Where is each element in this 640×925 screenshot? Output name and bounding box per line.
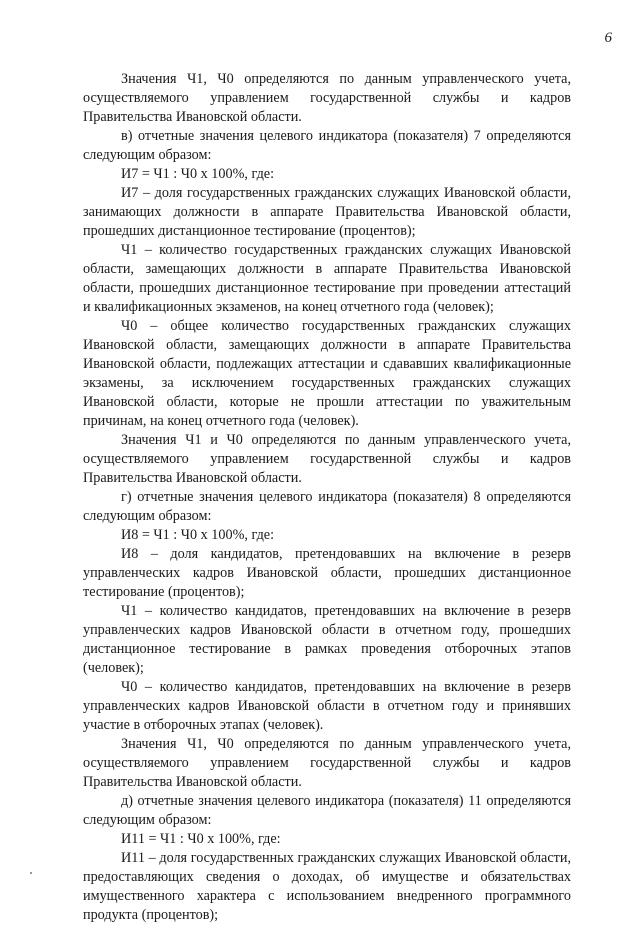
formula-line: И7 = Ч1 : Ч0 x 100%, где: — [121, 166, 275, 182]
formula-line: И8 = Ч1 : Ч0 x 100%, где: — [121, 527, 275, 543]
page-number: 6 — [604, 30, 612, 46]
paragraph: Ч1 – количество кандидатов, претендовавших на включение в резерв управленческих кадров Ивановской области в отчетном году, прошедших дистанционное тестирование в рамках проведения отборочных этапов (человек); — [83, 603, 571, 676]
paragraph: И7 – доля государственных гражданских служащих Ивановской области, занимающих должности в аппарате Правительства Ивановской области, прошедших дистанционное тестирование (процентов); — [83, 185, 571, 239]
paragraph: Значения Ч1, Ч0 определяются по данным управленческого учета, осуществляемого управлением государственной службы и кадров Правительства Ивановской области. — [83, 736, 571, 790]
formula-line: И11 = Ч1 : Ч0 x 100%, где: — [121, 831, 281, 847]
paragraph: Значения Ч1 и Ч0 определяются по данным управленческого учета, осуществляемого управлением государственной службы и кадров Правительства Ивановской области. — [83, 432, 571, 486]
paragraph: Ч0 – общее количество государственных гражданских служащих Ивановской области, замещающих должности в аппарате Правительства Ивановской области, подлежащих аттестации и сдававших квалификационные экзамены, за исключением государственных гражданских служащих Ивановской области, которые не прошли аттестации по уважительным причинам, на конец отчетного года (человек). — [83, 318, 571, 429]
paragraph: И8 – доля кандидатов, претендовавших на включение в резерв управленческих кадров Ивановской области, прошедших дистанционное тестирование (процентов); — [83, 546, 571, 600]
paragraph: Ч0 – количество кандидатов, претендовавших на включение в резерв управленческих кадров Ивановской области в отчетном году и принявших участие в отборочных этапах (человек). — [83, 679, 571, 733]
paragraph: Ч1 – количество государственных гражданских служащих Ивановской области, замещающих должности в аппарате Правительства Ивановской области, прошедших дистанционное тестирование при проведении аттестаций и квалификационных экзаменов, на конец отчетного года (человек); — [83, 242, 571, 315]
document-body — [83, 70, 571, 925]
paragraph: д) отчетные значения целевого индикатора (показателя) 11 определяются следующим образом: — [83, 793, 571, 828]
paragraph: в) отчетные значения целевого индикатора (показателя) 7 определяются следующим образом: — [83, 128, 571, 163]
paragraph: г) отчетные значения целевого индикатора (показателя) 8 определяются следующим образом: — [83, 489, 571, 524]
scan-speck — [30, 872, 32, 874]
paragraph: И11 – доля государственных гражданских служащих Ивановской области, предоставляющих сведения о доходах, об имуществе и обязательствах имущественного характера с использованием внедренного программного продукта (процентов); — [83, 850, 571, 923]
paragraph: Значения Ч1, Ч0 определяются по данным управленческого учета, осуществляемого управлением государственной службы и кадров Правительства Ивановской области. — [83, 71, 571, 125]
